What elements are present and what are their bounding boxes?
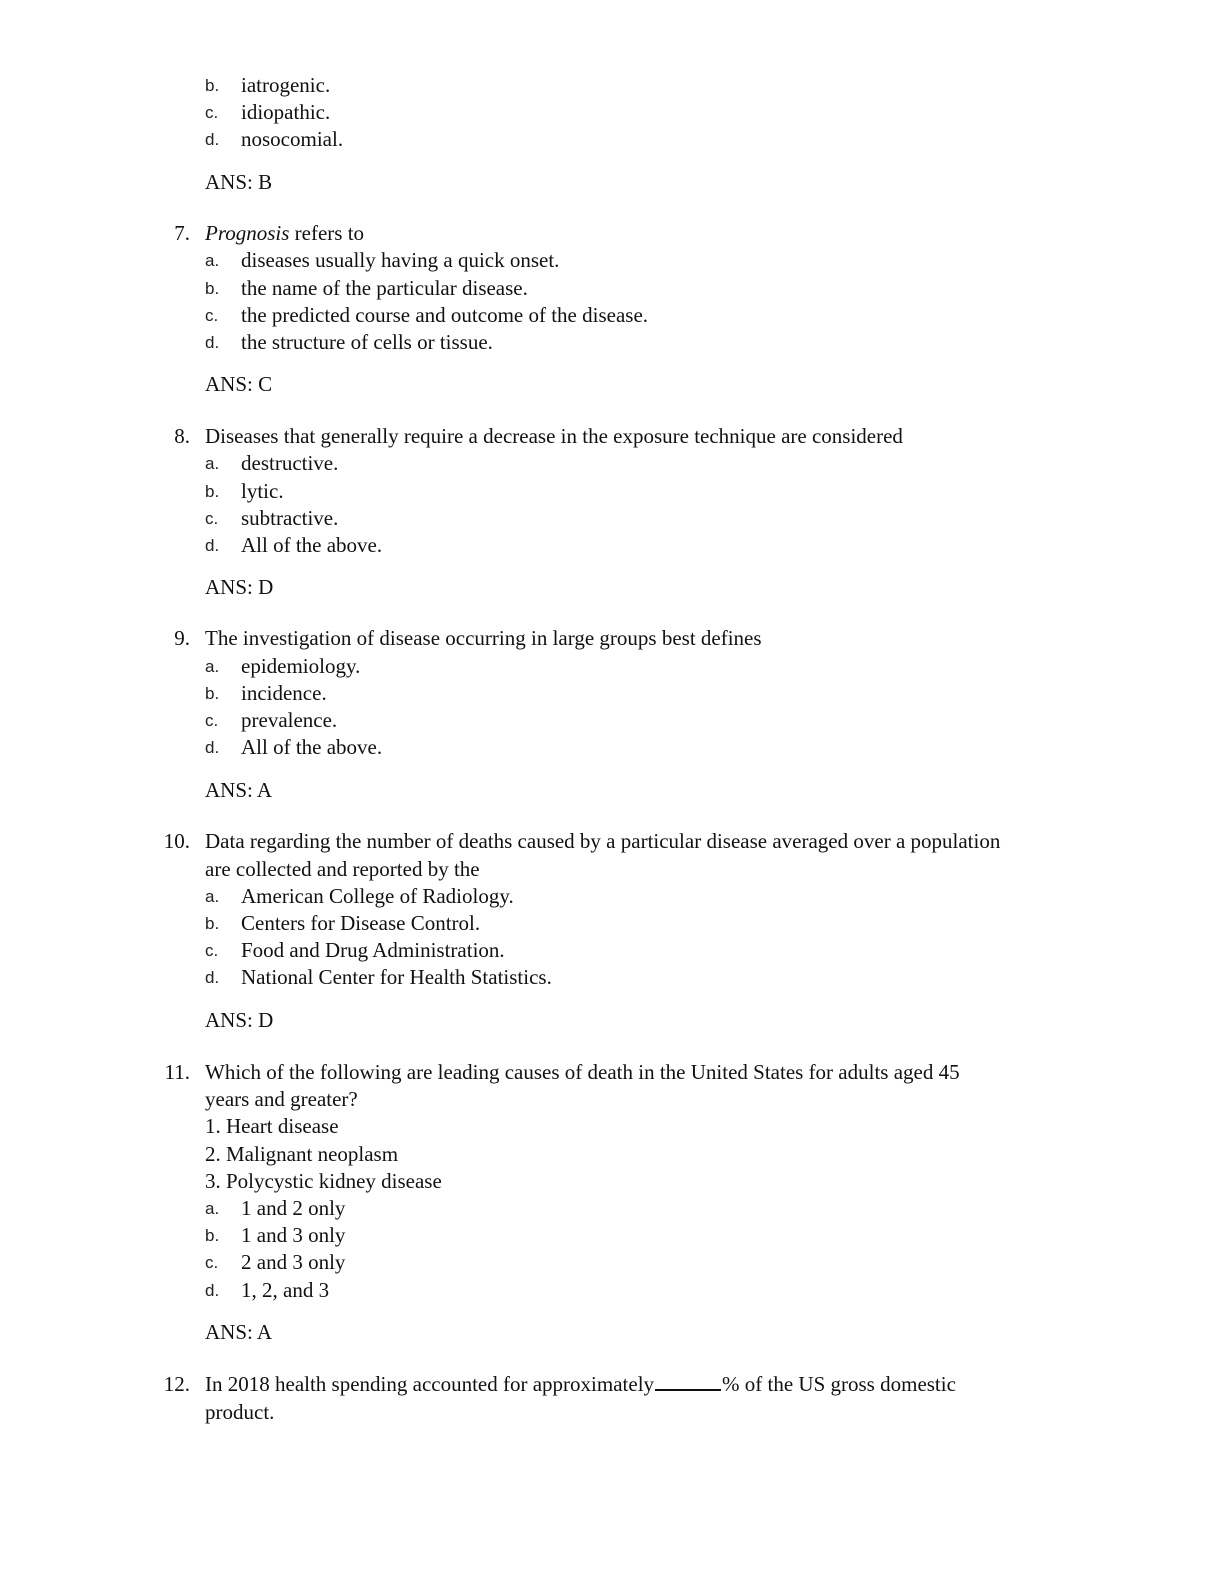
option-text: 2 and 3 only (241, 1250, 346, 1274)
question-stem-line-1: Data regarding the number of deaths caused by a particular disease averaged over a population (205, 829, 1001, 853)
answer-key: ANS: C (205, 372, 273, 396)
option-letter: b. (205, 482, 220, 501)
option-letter: b. (205, 76, 220, 95)
stem-before-blank: In 2018 health spending accounted for approximately (205, 1372, 655, 1396)
option-letter: a. (205, 1199, 220, 1218)
option-text: the name of the particular disease. (241, 276, 528, 300)
option-text: National Center for Health Statistics. (241, 965, 552, 989)
option-letter: c. (205, 509, 219, 528)
option-text: Food and Drug Administration. (241, 938, 505, 962)
option-text: All of the above. (241, 735, 383, 759)
option-text: destructive. (241, 451, 339, 475)
option-text: lytic. (241, 479, 284, 503)
option-letter: c. (205, 306, 219, 325)
option-text: diseases usually having a quick onset. (241, 248, 560, 272)
question-number: 9. (174, 626, 190, 650)
option-letter: d. (205, 738, 220, 757)
option-text: 1 and 3 only (241, 1223, 346, 1247)
stem-after-blank: % of the US gross domestic (722, 1372, 956, 1396)
fill-in-blank (655, 1371, 721, 1391)
option-letter: a. (205, 887, 220, 906)
numbered-item: 1. Heart disease (205, 1114, 339, 1138)
answer-key: ANS: A (205, 778, 273, 802)
numbered-item: 2. Malignant neoplasm (205, 1142, 399, 1166)
option-letter: a. (205, 251, 220, 270)
option-letter: c. (205, 711, 219, 730)
option-letter: b. (205, 1226, 220, 1245)
option-letter: b. (205, 684, 220, 703)
option-text: Centers for Disease Control. (241, 911, 481, 935)
answer-key: ANS: D (205, 1008, 274, 1032)
question-stem-line-2: product. (205, 1400, 275, 1424)
numbered-item: 3. Polycystic kidney disease (205, 1169, 442, 1193)
option-letter: c. (205, 1253, 219, 1272)
answer-key: ANS: B (205, 170, 273, 194)
question-number: 11. (164, 1060, 190, 1084)
question-stem (205, 220, 364, 247)
option-text: subtractive. (241, 506, 339, 530)
option-text: idiopathic. (241, 100, 331, 124)
option-text: iatrogenic. (241, 73, 331, 97)
option-letter: c. (205, 103, 219, 122)
option-text: the predicted course and outcome of the disease. (241, 303, 649, 327)
option-letter: d. (205, 333, 220, 352)
option-letter: d. (205, 968, 220, 987)
question-stem-line-1: Which of the following are leading causes of death in the United States for adults aged 45 (205, 1060, 960, 1084)
option-letter: a. (205, 454, 220, 473)
option-letter: b. (205, 279, 220, 298)
question-number: 8. (174, 424, 190, 448)
question-number: 10. (163, 829, 190, 853)
question-stem-line-2: are collected and reported by the (205, 857, 480, 881)
stem-term: Prognosis (205, 221, 290, 245)
question-stem-line-2: years and greater? (205, 1087, 358, 1111)
stem-rest: refers to (289, 221, 365, 245)
option-letter: a. (205, 657, 220, 676)
option-text: 1, 2, and 3 (241, 1278, 330, 1302)
option-text: incidence. (241, 681, 327, 705)
answer-key: ANS: A (205, 1320, 273, 1344)
question-number: 7. (174, 221, 190, 245)
question-stem: The investigation of disease occurring in large groups best defines (205, 626, 762, 650)
option-letter: d. (205, 536, 220, 555)
question-stem: Diseases that generally require a decrease in the exposure technique are considered (205, 424, 903, 448)
option-text: 1 and 2 only (241, 1196, 346, 1220)
question-number: 12. (163, 1372, 190, 1396)
option-text: the structure of cells or tissue. (241, 330, 493, 354)
option-letter: c. (205, 941, 219, 960)
option-text: nosocomial. (241, 127, 344, 151)
option-letter: b. (205, 914, 220, 933)
option-letter: d. (205, 1281, 220, 1300)
option-text: prevalence. (241, 708, 338, 732)
option-text: All of the above. (241, 533, 383, 557)
option-letter: d. (205, 130, 220, 149)
answer-key: ANS: D (205, 575, 274, 599)
option-text: epidemiology. (241, 654, 361, 678)
question-stem-line-1 (205, 1371, 956, 1398)
option-text: American College of Radiology. (241, 884, 514, 908)
